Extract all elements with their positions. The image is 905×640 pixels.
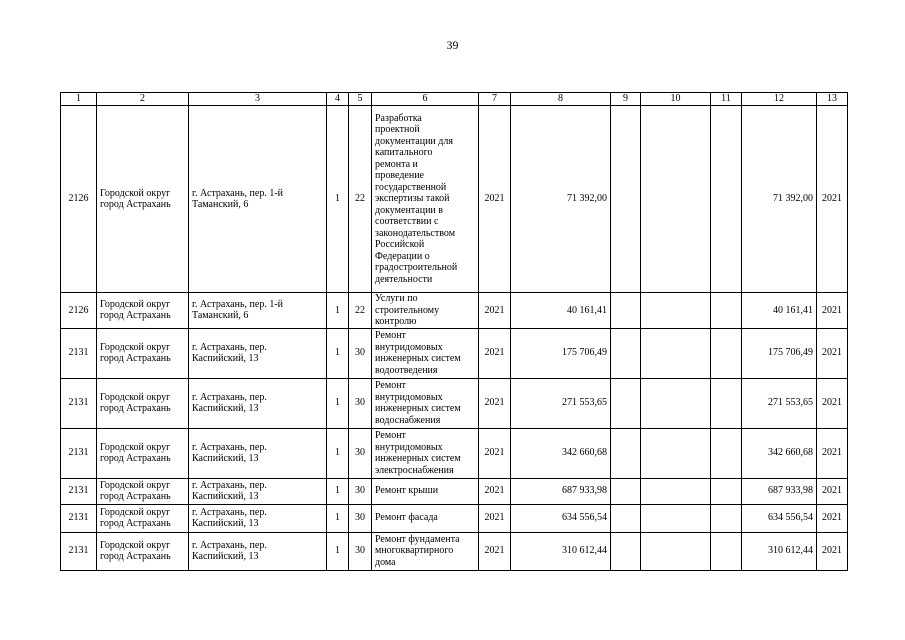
table-body	[61, 93, 848, 571]
col13-year-cell: 2021	[817, 532, 848, 570]
column-header: 7	[479, 93, 511, 106]
col11-cell	[711, 428, 742, 478]
year-cell: 2021	[479, 532, 511, 570]
col13-year-cell: 2021	[817, 293, 848, 329]
col13-year-cell: 2021	[817, 478, 848, 504]
house-id-cell: 2131	[61, 428, 97, 478]
column-header: 12	[742, 93, 817, 106]
cost-cell: 40 161,41	[511, 293, 611, 329]
municipality-cell: Городской округ город Астрахань	[97, 328, 189, 378]
repair-program-table	[60, 92, 848, 571]
municipality-cell: Городской округ город Астрахань	[97, 293, 189, 329]
column-header: 8	[511, 93, 611, 106]
col12-cost-cell: 634 556,54	[742, 504, 817, 532]
column-header: 4	[327, 93, 349, 106]
col9-cell	[611, 504, 641, 532]
column-header: 9	[611, 93, 641, 106]
col9-cell	[611, 428, 641, 478]
cost-cell: 175 706,49	[511, 328, 611, 378]
year-cell: 2021	[479, 478, 511, 504]
col13-year-cell: 2021	[817, 106, 848, 293]
house-id-cell: 2131	[61, 504, 97, 532]
address-cell: г. Астрахань, пер. 1-й Таманский, 6	[189, 106, 327, 293]
col12-cost-cell: 71 392,00	[742, 106, 817, 293]
year-cell: 2021	[479, 293, 511, 329]
col5-cell: 30	[349, 428, 372, 478]
col9-cell	[611, 478, 641, 504]
year-cell: 2021	[479, 328, 511, 378]
house-id-cell: 2131	[61, 532, 97, 570]
col10-cell	[641, 378, 711, 428]
year-cell: 2021	[479, 504, 511, 532]
column-header: 11	[711, 93, 742, 106]
table-row	[61, 504, 848, 532]
municipality-cell: Городской округ город Астрахань	[97, 428, 189, 478]
col4-cell: 1	[327, 428, 349, 478]
column-number-row	[61, 93, 848, 106]
table-row	[61, 532, 848, 570]
column-header: 13	[817, 93, 848, 106]
col5-cell: 30	[349, 532, 372, 570]
col5-cell: 30	[349, 504, 372, 532]
col5-cell: 30	[349, 378, 372, 428]
cost-cell: 271 553,65	[511, 378, 611, 428]
col12-cost-cell: 342 660,68	[742, 428, 817, 478]
col4-cell: 1	[327, 328, 349, 378]
house-id-cell: 2131	[61, 378, 97, 428]
work-type-cell: Ремонт крыши	[372, 478, 479, 504]
work-type-cell: Ремонт внутридомовых инженерных систем водоотведения	[372, 328, 479, 378]
col10-cell	[641, 106, 711, 293]
page-number: 39	[446, 38, 459, 52]
col11-cell	[711, 532, 742, 570]
col5-cell: 22	[349, 106, 372, 293]
column-header: 3	[189, 93, 327, 106]
col10-cell	[641, 293, 711, 329]
col4-cell: 1	[327, 293, 349, 329]
col12-cost-cell: 40 161,41	[742, 293, 817, 329]
column-header: 2	[97, 93, 189, 106]
municipality-cell: Городской округ город Астрахань	[97, 378, 189, 428]
col13-year-cell: 2021	[817, 428, 848, 478]
cost-cell: 71 392,00	[511, 106, 611, 293]
column-header: 10	[641, 93, 711, 106]
address-cell: г. Астрахань, пер. Каспийский, 13	[189, 504, 327, 532]
col4-cell: 1	[327, 106, 349, 293]
table-row	[61, 328, 848, 378]
table-row	[61, 478, 848, 504]
col10-cell	[641, 504, 711, 532]
work-type-cell: Услуги по строительному контролю	[372, 293, 479, 329]
col10-cell	[641, 328, 711, 378]
address-cell: г. Астрахань, пер. Каспийский, 13	[189, 428, 327, 478]
work-type-cell: Ремонт внутридомовых инженерных систем водоснабжения	[372, 378, 479, 428]
col4-cell: 1	[327, 378, 349, 428]
col11-cell	[711, 328, 742, 378]
column-header: 5	[349, 93, 372, 106]
municipality-cell: Городской округ город Астрахань	[97, 106, 189, 293]
col12-cost-cell: 175 706,49	[742, 328, 817, 378]
col11-cell	[711, 293, 742, 329]
house-id-cell: 2131	[61, 478, 97, 504]
col11-cell	[711, 378, 742, 428]
col9-cell	[611, 328, 641, 378]
col9-cell	[611, 532, 641, 570]
work-type-cell: Разработка проектной документации для капитального ремонта и проведение государственной экспертизы такой документации в соответствии с законодательством Российской Федерации о градостроительной деятельности	[372, 106, 479, 293]
col9-cell	[611, 106, 641, 293]
col12-cost-cell: 310 612,44	[742, 532, 817, 570]
municipality-cell: Городской округ город Астрахань	[97, 478, 189, 504]
cost-cell: 687 933,98	[511, 478, 611, 504]
municipality-cell: Городской округ город Астрахань	[97, 504, 189, 532]
col4-cell: 1	[327, 532, 349, 570]
address-cell: г. Астрахань, пер. Каспийский, 13	[189, 532, 327, 570]
col5-cell: 22	[349, 293, 372, 329]
col9-cell	[611, 378, 641, 428]
table-row	[61, 106, 848, 293]
col10-cell	[641, 532, 711, 570]
work-type-cell: Ремонт фундамента многоквартирного дома	[372, 532, 479, 570]
col4-cell: 1	[327, 478, 349, 504]
col4-cell: 1	[327, 504, 349, 532]
col9-cell	[611, 293, 641, 329]
col10-cell	[641, 428, 711, 478]
year-cell: 2021	[479, 378, 511, 428]
municipality-cell: Городской округ город Астрахань	[97, 532, 189, 570]
year-cell: 2021	[479, 106, 511, 293]
address-cell: г. Астрахань, пер. 1-й Таманский, 6	[189, 293, 327, 329]
column-header: 6	[372, 93, 479, 106]
cost-cell: 634 556,54	[511, 504, 611, 532]
address-cell: г. Астрахань, пер. Каспийский, 13	[189, 478, 327, 504]
col11-cell	[711, 106, 742, 293]
work-type-cell: Ремонт внутридомовых инженерных систем электроснабжения	[372, 428, 479, 478]
table-row	[61, 428, 848, 478]
col5-cell: 30	[349, 328, 372, 378]
address-cell: г. Астрахань, пер. Каспийский, 13	[189, 328, 327, 378]
house-id-cell: 2131	[61, 328, 97, 378]
column-header: 1	[61, 93, 97, 106]
col12-cost-cell: 687 933,98	[742, 478, 817, 504]
year-cell: 2021	[479, 428, 511, 478]
address-cell: г. Астрахань, пер. Каспийский, 13	[189, 378, 327, 428]
col10-cell	[641, 478, 711, 504]
col13-year-cell: 2021	[817, 378, 848, 428]
col5-cell: 30	[349, 478, 372, 504]
cost-cell: 342 660,68	[511, 428, 611, 478]
col13-year-cell: 2021	[817, 504, 848, 532]
col11-cell	[711, 478, 742, 504]
work-type-cell: Ремонт фасада	[372, 504, 479, 532]
col12-cost-cell: 271 553,65	[742, 378, 817, 428]
table-row	[61, 378, 848, 428]
col13-year-cell: 2021	[817, 328, 848, 378]
house-id-cell: 2126	[61, 106, 97, 293]
cost-cell: 310 612,44	[511, 532, 611, 570]
col11-cell	[711, 504, 742, 532]
house-id-cell: 2126	[61, 293, 97, 329]
table-row	[61, 293, 848, 329]
